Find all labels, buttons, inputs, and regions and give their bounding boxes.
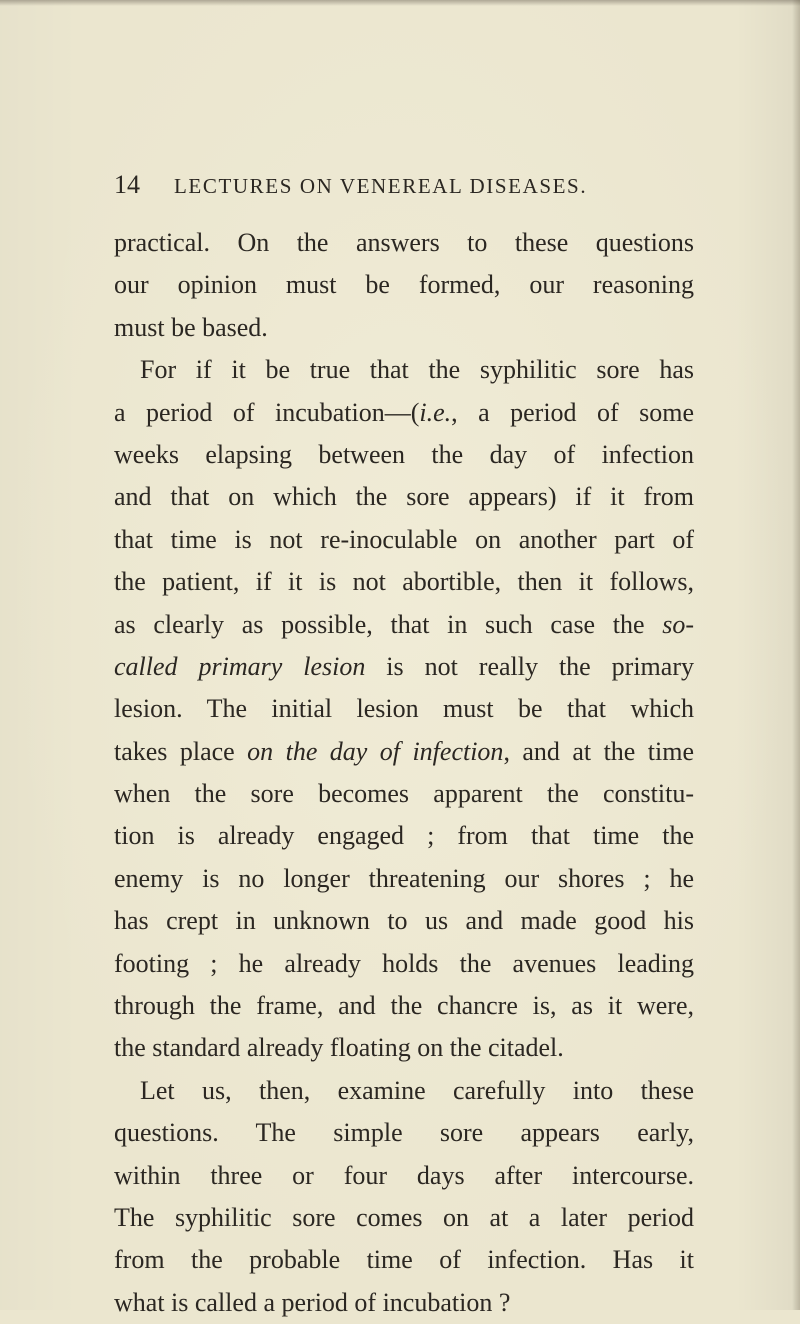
text-line	[114, 561, 694, 603]
italic-text-span: on the day of infection	[247, 736, 504, 766]
italic-text-span: called primary lesion	[114, 651, 366, 681]
text-line	[114, 1112, 694, 1154]
text-span: our opinion must be formed, our reasoning	[114, 270, 694, 300]
text-span: a period of incubation—(	[114, 397, 420, 427]
text-line	[114, 476, 694, 518]
text-span: practical. On the answers to these questions	[114, 228, 694, 257]
text-span: takes place	[114, 736, 248, 766]
italic-text-span: so-	[662, 609, 694, 639]
text-line	[114, 1239, 694, 1281]
text-span: within three or four days after intercourse.	[114, 1160, 694, 1190]
text-span: the standard already floating on the citadel.	[114, 1033, 564, 1063]
running-title: LECTURES ON VENEREAL DISEASES.	[174, 174, 588, 198]
text-line	[114, 815, 694, 857]
text-line	[114, 773, 694, 815]
text-line	[114, 858, 694, 900]
text-span: what is called a period of incubation ?	[114, 1287, 511, 1317]
page-top-shadow	[0, 0, 800, 6]
text-span: from the probable time of infection. Has it	[114, 1245, 694, 1275]
text-span: has crept in unknown to us and made good his	[114, 906, 694, 936]
text-span: and that on which the sore appears) if it from	[114, 482, 694, 512]
text-line	[114, 349, 694, 391]
text-span: questions. The simple sore appears early,	[114, 1118, 694, 1148]
page-edge-shadow	[792, 0, 800, 1310]
italic-text-span: i.e.	[419, 397, 452, 427]
text-line	[114, 604, 694, 646]
text-line	[114, 1197, 694, 1239]
text-line	[114, 1282, 694, 1324]
text-span: when the sore becomes apparent the constitu-	[114, 779, 694, 809]
text-line	[114, 434, 694, 476]
text-span: weeks elapsing between the day of infection	[114, 439, 694, 469]
text-line	[114, 1070, 694, 1112]
text-span: , and at the time	[503, 736, 694, 766]
running-header	[114, 170, 674, 202]
text-span: Let us, then, examine carefully into these	[140, 1075, 694, 1105]
text-span: , a period of some	[451, 397, 694, 427]
text-span: lesion. The initial lesion must be that which	[114, 694, 694, 724]
text-line	[114, 519, 694, 561]
text-span: the patient, if it is not abortible, then it follows,	[114, 567, 694, 597]
text-line	[114, 985, 694, 1027]
text-span: as clearly as possible, that in such case the	[114, 609, 663, 639]
page-number: 14	[114, 170, 140, 199]
text-line	[114, 264, 694, 306]
text-line	[114, 392, 694, 434]
text-line	[114, 943, 694, 985]
text-span: that time is not re-inoculable on another part of	[114, 524, 694, 554]
text-line	[114, 688, 694, 730]
text-span: must be based.	[114, 312, 268, 342]
body-text	[114, 222, 694, 1324]
text-line	[114, 646, 694, 688]
text-span: For if it be true that the syphilitic sore has	[140, 355, 694, 385]
text-span: tion is already engaged ; from that time the	[114, 821, 694, 851]
text-line	[114, 900, 694, 942]
text-span: footing ; he already holds the avenues leading	[114, 948, 694, 978]
text-span: enemy is no longer threatening our shores ; he	[114, 863, 694, 893]
text-span: The syphilitic sore comes on at a later period	[114, 1202, 694, 1232]
text-line	[114, 731, 694, 773]
text-line	[114, 1027, 694, 1069]
text-line	[114, 222, 694, 264]
text-line	[114, 307, 694, 349]
text-span: through the frame, and the chancre is, as it were,	[114, 991, 694, 1021]
text-span: is not really the primary	[365, 651, 694, 681]
text-line	[114, 1155, 694, 1197]
